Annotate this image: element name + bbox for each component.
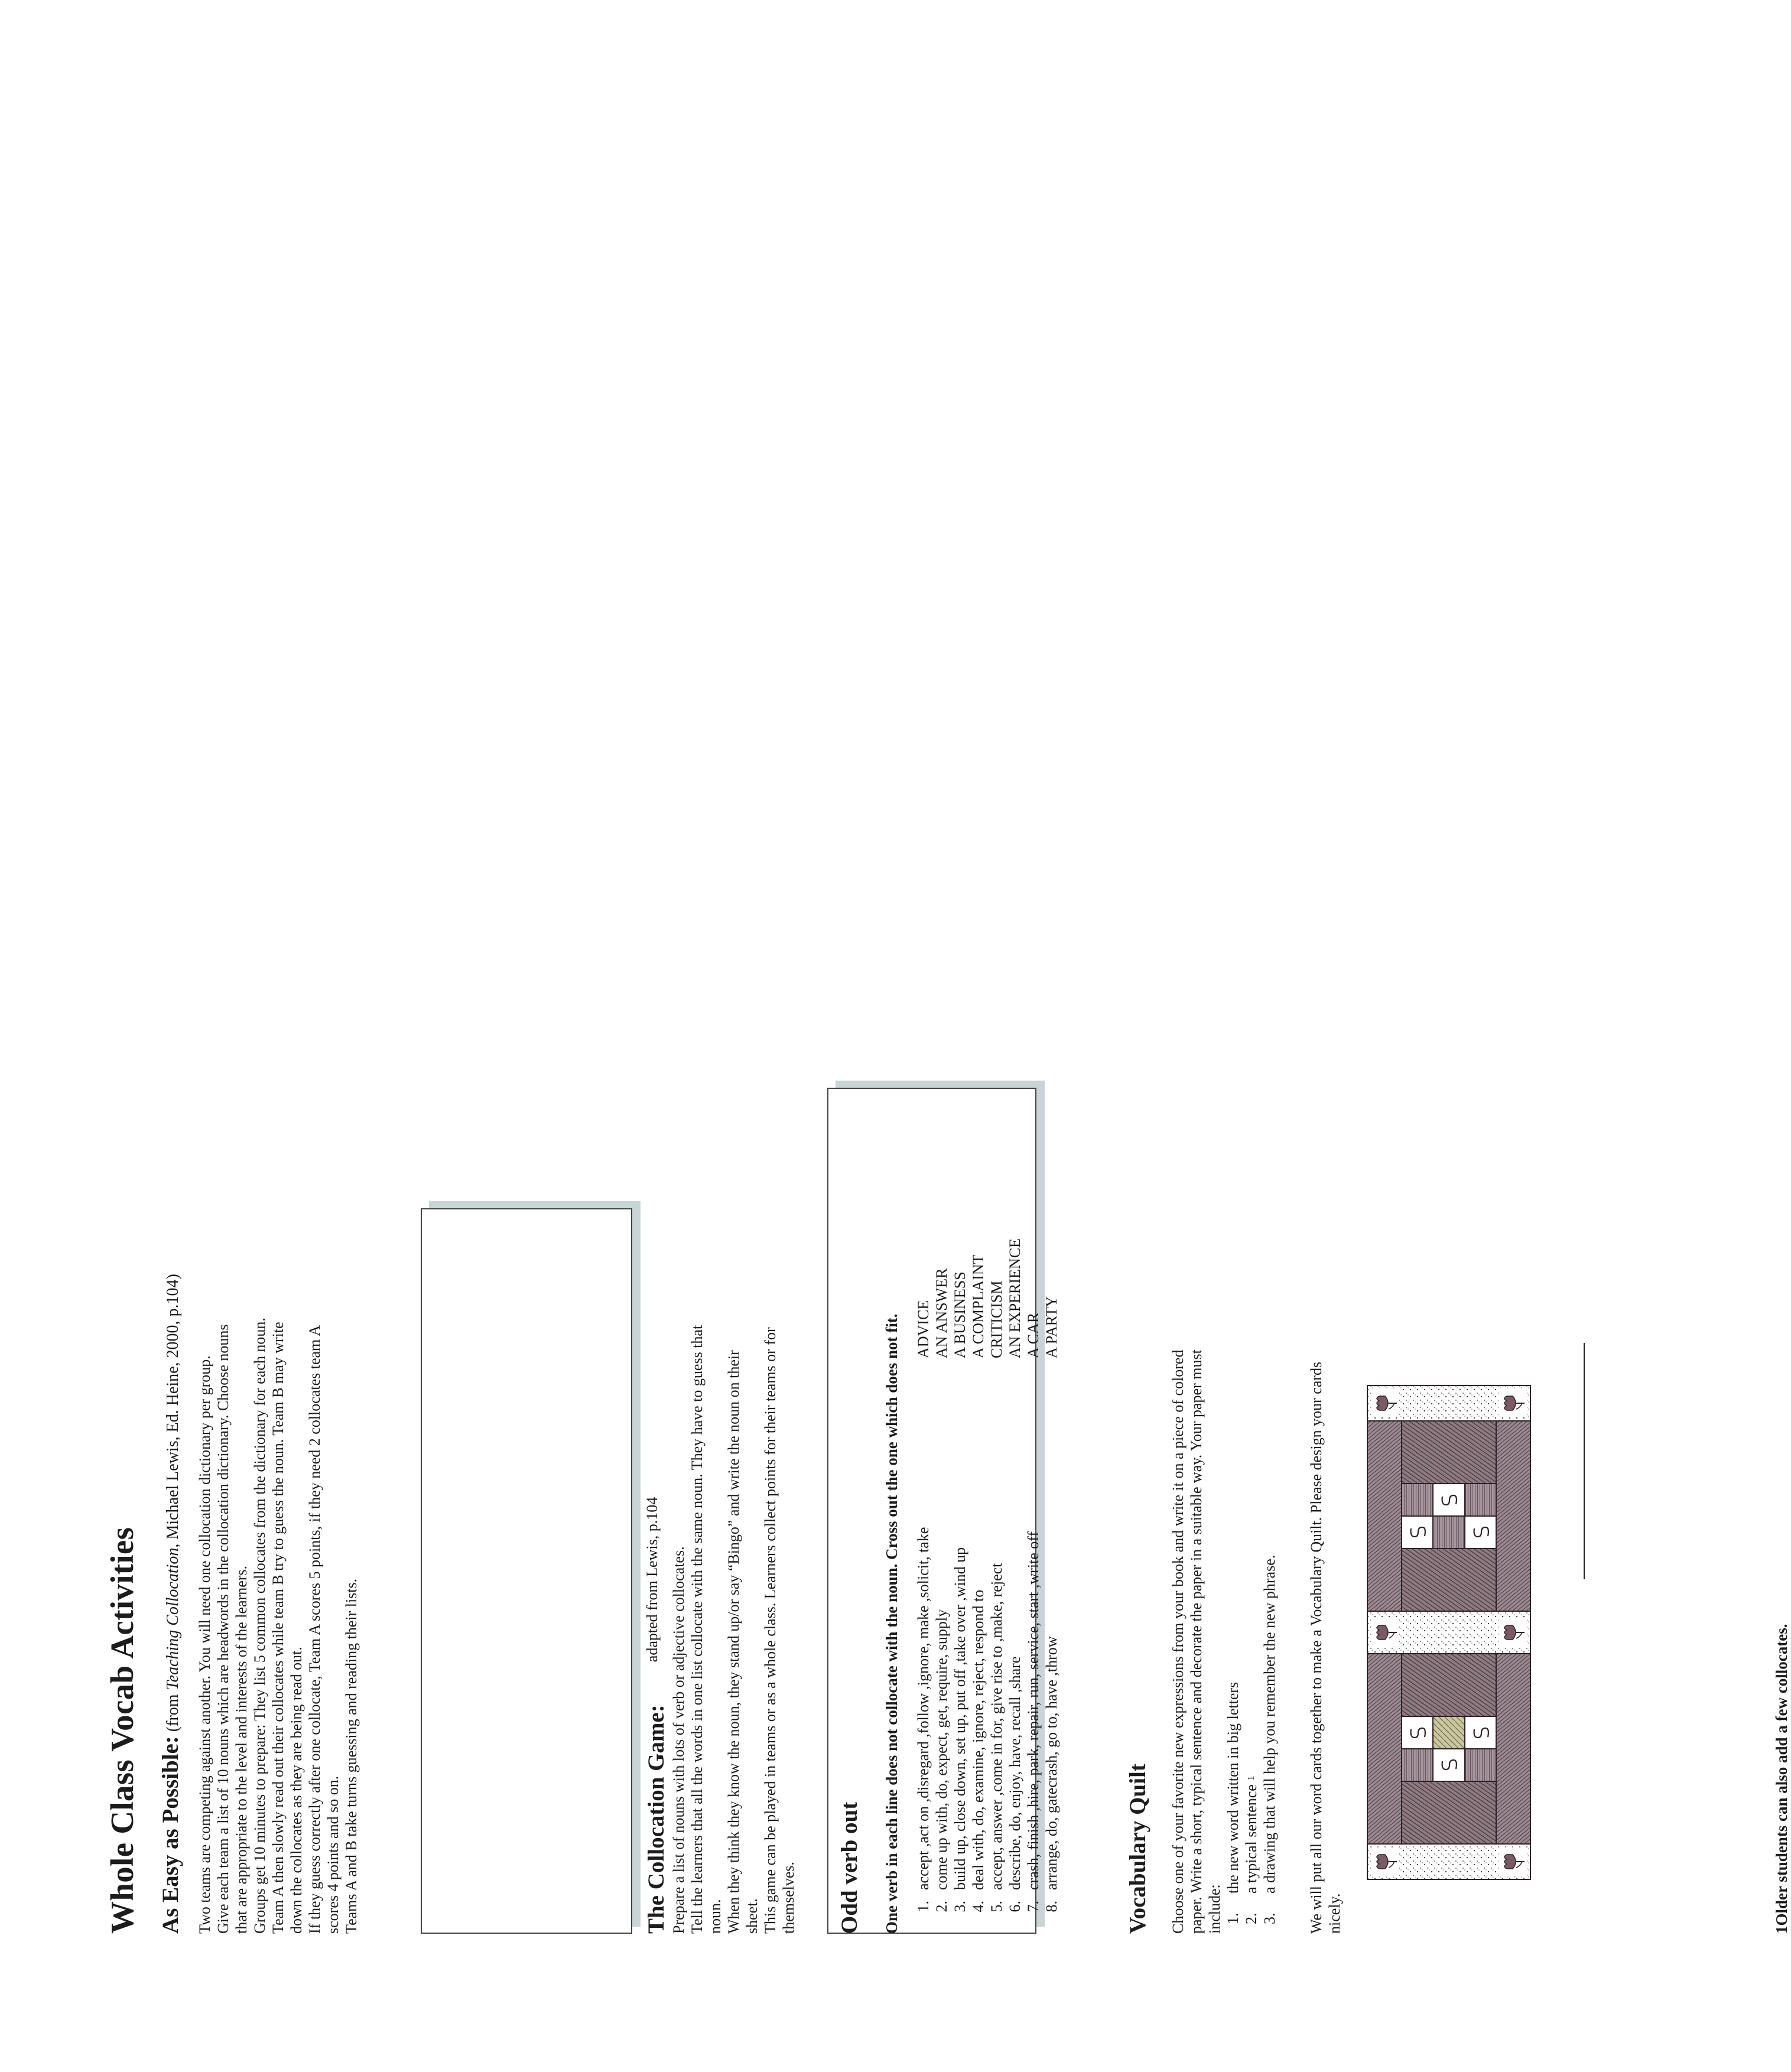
verb-item <box>932 1107 951 1934</box>
verb-item <box>951 1107 969 1934</box>
verb-item-verbs[interactable]: accept ,act on ,disregard ,follow ,ignore, make ,solicit, take <box>915 1527 932 1890</box>
right-page <box>733 1036 1790 2072</box>
verb-item <box>1042 1107 1061 1934</box>
verb-item-noun: CRITICISM <box>988 1280 1005 1358</box>
easy-body <box>196 1142 360 1934</box>
left-page <box>0 1036 797 2072</box>
collocation-section-heading <box>643 1142 669 1934</box>
collocation-line: sheet. <box>743 1898 760 1934</box>
footnote-marker: 1 <box>1246 1775 1256 1781</box>
easy-heading: As Easy as Possible: <box>158 1736 183 1934</box>
collocation-line: This game can be played in teams or as a whole class. Learners collect points for their teams or for <box>762 1327 779 1934</box>
verb-item <box>1024 1107 1042 1934</box>
verb-item <box>1006 1107 1024 1934</box>
easy-line: scores 4 points and so on. <box>324 1775 342 1934</box>
collocation-heading: The Collocation Game: <box>643 1705 669 1934</box>
quilt-intro-line: paper. Write a short, typical sentence and decorate the paper in a suitable way. Your paper must <box>1188 1349 1205 1934</box>
easy-line: If they guess correctly after one collocate, Team A scores 5 points, if they need 2 collocates team A <box>306 1325 323 1934</box>
easy-line: Give each team a list of 10 nouns which are headwords in the collocation dictionary. Choose nouns <box>214 1324 232 1934</box>
verb-item-noun: ADVICE <box>915 1300 932 1358</box>
quilt-closing <box>1307 1107 1344 1934</box>
quilt-closing-line: We will put all our word cards together to make a Vocabulary Quilt. Please design your cards <box>1308 1361 1325 1934</box>
verb-item-verbs[interactable]: describe, do, enjoy, have, recall ,share <box>1006 1656 1023 1890</box>
collocation-line: Prepare a list of nouns with lots of verb or adjective collocates. <box>670 1546 687 1934</box>
collocation-adapted-note: adapted from Lewis, p.104 <box>643 1497 661 1663</box>
verb-item-number: 8. <box>1043 1901 1060 1912</box>
quilt-closing-line: nicely. <box>1326 1893 1343 1934</box>
verb-item-verbs[interactable]: arrange, do, gatecrash, go to, have ,throw <box>1043 1636 1060 1890</box>
verb-item-noun: A BUSINESS <box>951 1271 968 1358</box>
notes-box-1[interactable] <box>421 1208 632 1934</box>
easy-line: Groups get 10 minutes to prepare: They list 5 common collocates from the dictionary for each noun. <box>251 1318 268 1934</box>
footnote: 1Older students can also add a few collocates. <box>1773 1624 1790 1934</box>
quilt-requirement <box>1224 1107 1242 1924</box>
verb-item-number: 5. <box>988 1901 1005 1912</box>
easy-line: Team A then slowly read out their collocates while team B try to guess the noun. Team B may write <box>269 1322 287 1934</box>
easy-line: that are appropriate to the level and interests of the learners. <box>233 1565 250 1934</box>
verb-item-noun: AN EXPERIENCE <box>1006 1238 1023 1358</box>
easy-source-book: Teaching Collocation <box>164 1547 182 1690</box>
verb-item-number: 1. <box>915 1901 932 1912</box>
verb-item-noun: A PARTY <box>1043 1296 1060 1358</box>
verb-item-verbs[interactable]: deal with, do, examine, ignore, reject, respond to <box>970 1589 987 1890</box>
easy-section-heading <box>157 1142 184 1934</box>
verb-item-noun: A COMPLAINT <box>970 1254 987 1358</box>
quilt-requirement-number: 1. <box>1224 1912 1241 1924</box>
quilt-intro <box>1169 1107 1224 1934</box>
easy-source-rest: , Michael Lewis, Ed. Heine, 2000, p.104) <box>164 1274 182 1548</box>
collocation-line: Tell the learners that all the words in one list collocate with the same noun. They have to guess that <box>688 1325 706 1934</box>
verb-item-verbs[interactable]: build up, close down, set up, put off ,take over ,wind up <box>951 1547 968 1890</box>
quilt-requirement-text: a typical sentence <box>1243 1784 1260 1894</box>
quilt-requirement <box>1260 1107 1279 1924</box>
collocation-line: noun. <box>707 1899 724 1934</box>
odd-verb-list <box>914 1107 1061 1934</box>
quilt-requirement-number: 3. <box>1261 1912 1278 1924</box>
quilt-illustration <box>1366 1384 1532 1881</box>
verb-item-noun: AN ANSWER <box>933 1268 950 1358</box>
odd-verb-out-instruction: One verb in each line does not collocate with the noun. Cross out the one which does not fit. <box>883 1313 901 1934</box>
collocation-line: themselves. <box>780 1861 797 1934</box>
verb-item-verbs[interactable]: accept, answer ,come in for, give rise to ,make, reject <box>988 1563 1005 1890</box>
easy-line: Two teams are competing against another. You will need one collocation dictionary per group. <box>196 1355 213 1934</box>
quilt-requirement-text: the new word written in big letters <box>1224 1681 1241 1894</box>
quilt-intro-line: include: <box>1206 1884 1223 1934</box>
easy-line: down the collocates as they are being read out. <box>288 1647 305 1934</box>
verb-item-verbs[interactable]: crash, finish ,hire, park, repair, run, service, start ,write off <box>1025 1531 1042 1890</box>
quilt-requirement-text: a drawing that will help you remember the new phrase. <box>1261 1554 1278 1894</box>
verb-item-noun: A CAR <box>1025 1312 1042 1358</box>
verb-item-number: 3. <box>951 1901 968 1912</box>
verb-item <box>969 1107 987 1934</box>
footnote-divider <box>1584 1343 1585 1579</box>
quilt-requirements <box>1224 1107 1279 1934</box>
easy-line: Teams A and B take turns guessing and reading their lists. <box>343 1578 360 1934</box>
collocation-line: When they think they know the noun, they stand up/or say “Bingo” and write the noun on their <box>725 1350 742 1934</box>
easy-source-prefix: (from <box>164 1690 182 1736</box>
odd-verb-out-title: Odd verb out <box>837 1801 862 1934</box>
quilt-requirement-number: 2. <box>1243 1912 1260 1924</box>
verb-item-number: 7. <box>1025 1901 1042 1912</box>
quilt-requirement <box>1242 1107 1260 1924</box>
verb-item <box>914 1107 932 1934</box>
vocabulary-quilt-title: Vocabulary Quilt <box>1125 1764 1150 1934</box>
verb-item-number: 2. <box>933 1901 950 1912</box>
verb-item <box>987 1107 1006 1934</box>
verb-item-verbs[interactable]: come up with, do, expect, get, require, supply <box>933 1609 950 1890</box>
verb-item-number: 4. <box>970 1901 987 1912</box>
page-title: Whole Class Vocab Activities <box>104 1527 140 1934</box>
verb-item-number: 6. <box>1006 1901 1023 1912</box>
quilt-intro-line: Choose one of your favorite new expressions from your book and write it on a piece of colored <box>1169 1349 1187 1934</box>
